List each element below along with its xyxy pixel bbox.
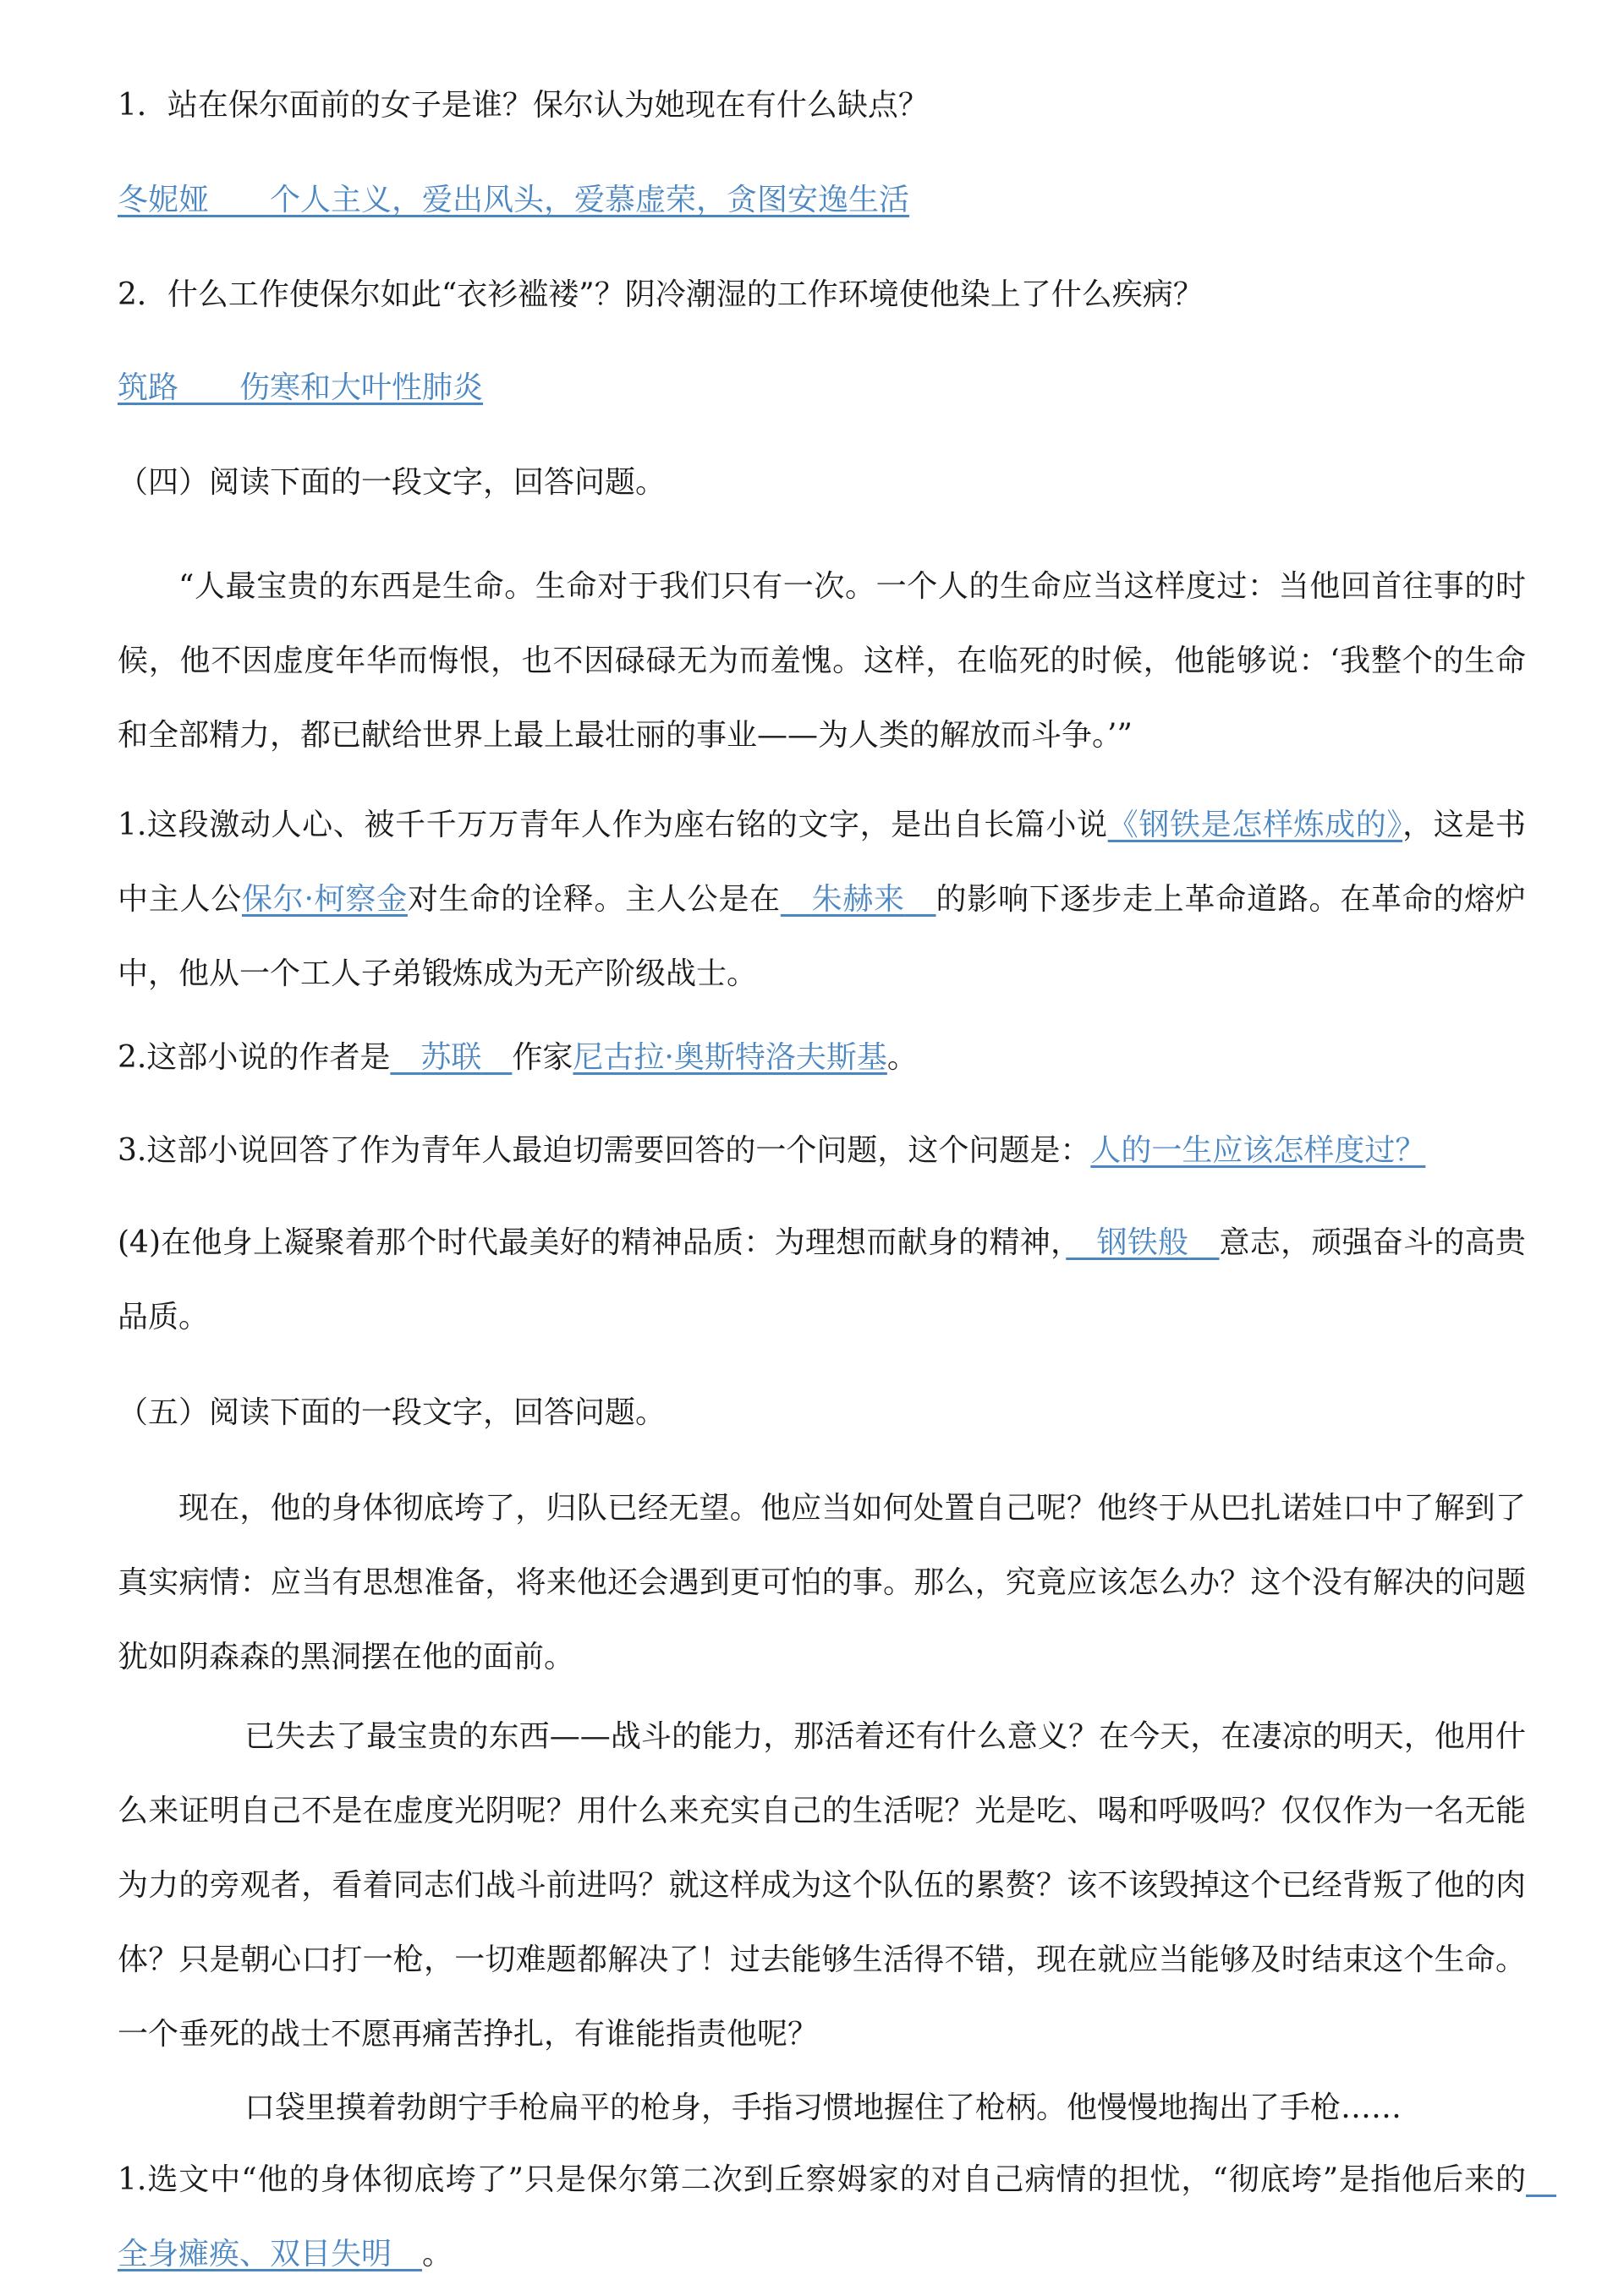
s4-question-3 [118, 1128, 1526, 1174]
section-5-paragraph-3: 口袋里摸着勃朗宁手枪扁平的枪身，手指习惯地握住了枪柄。他慢慢地掏出了手枪…… [244, 2091, 1402, 2125]
answer-author: 尼古拉·奥斯特洛夫斯基 [573, 1040, 887, 1075]
s5-q1-text-b: 。 [422, 2237, 453, 2271]
s5-q1-text-a: 1.选文中“他的身体彻底垮了”只是保尔第二次到丘察姆家的对自己病情的担忧，“彻底垮”是指他后来的 [118, 2162, 1526, 2197]
answer-name: 冬妮娅 [118, 183, 210, 217]
answer-book: 《钢铁是怎样炼成的》 [1107, 808, 1403, 842]
s4-q1-text-c: 对生命的诠释。主人公是在 [407, 882, 781, 917]
s4-q1-text-a: 1.这段激动人心、被千千万万青年人作为座右铭的文字，是出自长篇小说 [118, 808, 1108, 842]
s3-question-2: 2．什么工作使保尔如此“衣衫褴褛”？阴冷潮湿的工作环境使他染上了什么疾病？ [118, 277, 1204, 312]
s3-question-1: 1．站在保尔面前的女子是谁？保尔认为她现在有什么缺点？ [118, 88, 929, 123]
answer-country: 苏联 [420, 1040, 482, 1075]
s4-q1-text-d: 的影响下逐步走上革命道路。在革命的熔炉中，他从一个工人子弟锻炼成为无产阶级战士。 [118, 882, 1526, 991]
s4-question-4 [118, 1206, 1526, 1355]
section-5-paragraph-1: 现在，他的身体彻底垮了，归队已经无望。他应当如何处置自己呢？他终于从巴扎诺娃口中了解到了真实病情：应当有思想准备，将来他还会遇到更可怕的事。那么，究竟应该怎么办？这个没有解决的问题犹如阴森森的黑洞摆在他的面前。 [118, 1491, 1526, 1674]
answer-condition: 全身瘫痪、双目失明 [118, 2237, 392, 2271]
s4-question-2 [118, 1035, 1526, 1081]
answer-hero: 保尔·柯察金 [241, 882, 408, 917]
s4-question-1 [118, 788, 1526, 1011]
section-4-heading: （四）阅读下面的一段文字，回答问题。 [118, 465, 667, 500]
answer-gap [209, 183, 270, 217]
answer-mentor: 朱赫来 [811, 882, 905, 917]
s4-q1-text-b: ，这是书中主人公 [118, 808, 1526, 917]
section-5-heading: （五）阅读下面的一段文字，回答问题。 [118, 1395, 667, 1430]
s4-q4-text-b: 意志，顽强奋斗的高贵品质。 [118, 1225, 1526, 1334]
s3-answer-2 [118, 365, 1526, 411]
s3-answer-1 [118, 178, 1526, 223]
s5-question-1 [118, 2143, 1526, 2292]
answer-flaw: 个人主义，爱出风头，爱慕虚荣，贪图安逸生活 [270, 183, 910, 217]
answer-gap [178, 370, 239, 405]
s4-q2-text-c: 。 [886, 1040, 918, 1075]
answer-disease: 伤寒和大叶性肺炎 [239, 370, 484, 405]
s4-q2-text-b: 作家 [512, 1040, 573, 1075]
section-5-paragraph-2: 已失去了最宝贵的东西——战斗的能力，那活着还有什么意义？在今天，在凄凉的明天，他用什么来证明自己不是在虚度光阴呢？用什么来充实自己的生活呢？光是吃、喝和呼吸吗？仅仅作为一名无能为力的旁观者，看着同志们战斗前进吗？就这样成为这个队伍的累赘？该不该毁掉这个已经背叛了他的肉体？只是朝心口打一枪，一切难题都解决了！过去能够生活得不错，现在就应当能够及时结束这个生命。一个垂死的战士不愿再痛苦挣扎，有谁能指责他呢？ [118, 1719, 1526, 2052]
s4-q2-text-a: 2.这部小说的作者是 [118, 1040, 391, 1075]
s4-q4-text-a: (4)在他身上凝聚着那个时代最美好的精神品质：为理想而献身的精神， [118, 1225, 1067, 1260]
answer-work: 筑路 [118, 370, 179, 405]
answer-question: 人的一生应该怎样度过？ [1090, 1133, 1426, 1168]
answer-will: 钢铁般 [1096, 1225, 1189, 1260]
document-page [118, 51, 1526, 2275]
section-4-quote: “人最宝贵的东西是生命。生命对于我们只有一次。一个人的生命应当这样度过：当他回首往事的时候，他不因虚度年华而悔恨，也不因碌碌无为而羞愧。这样，在临死的时候，他能够说：‘我整个的生命和全部精力，都已献给世界上最上最壮丽的事业——为人类的解放而斗争。’” [118, 569, 1526, 753]
s4-q3-text: 3.这部小说回答了作为青年人最迫切需要回答的一个问题，这个问题是： [118, 1133, 1091, 1168]
